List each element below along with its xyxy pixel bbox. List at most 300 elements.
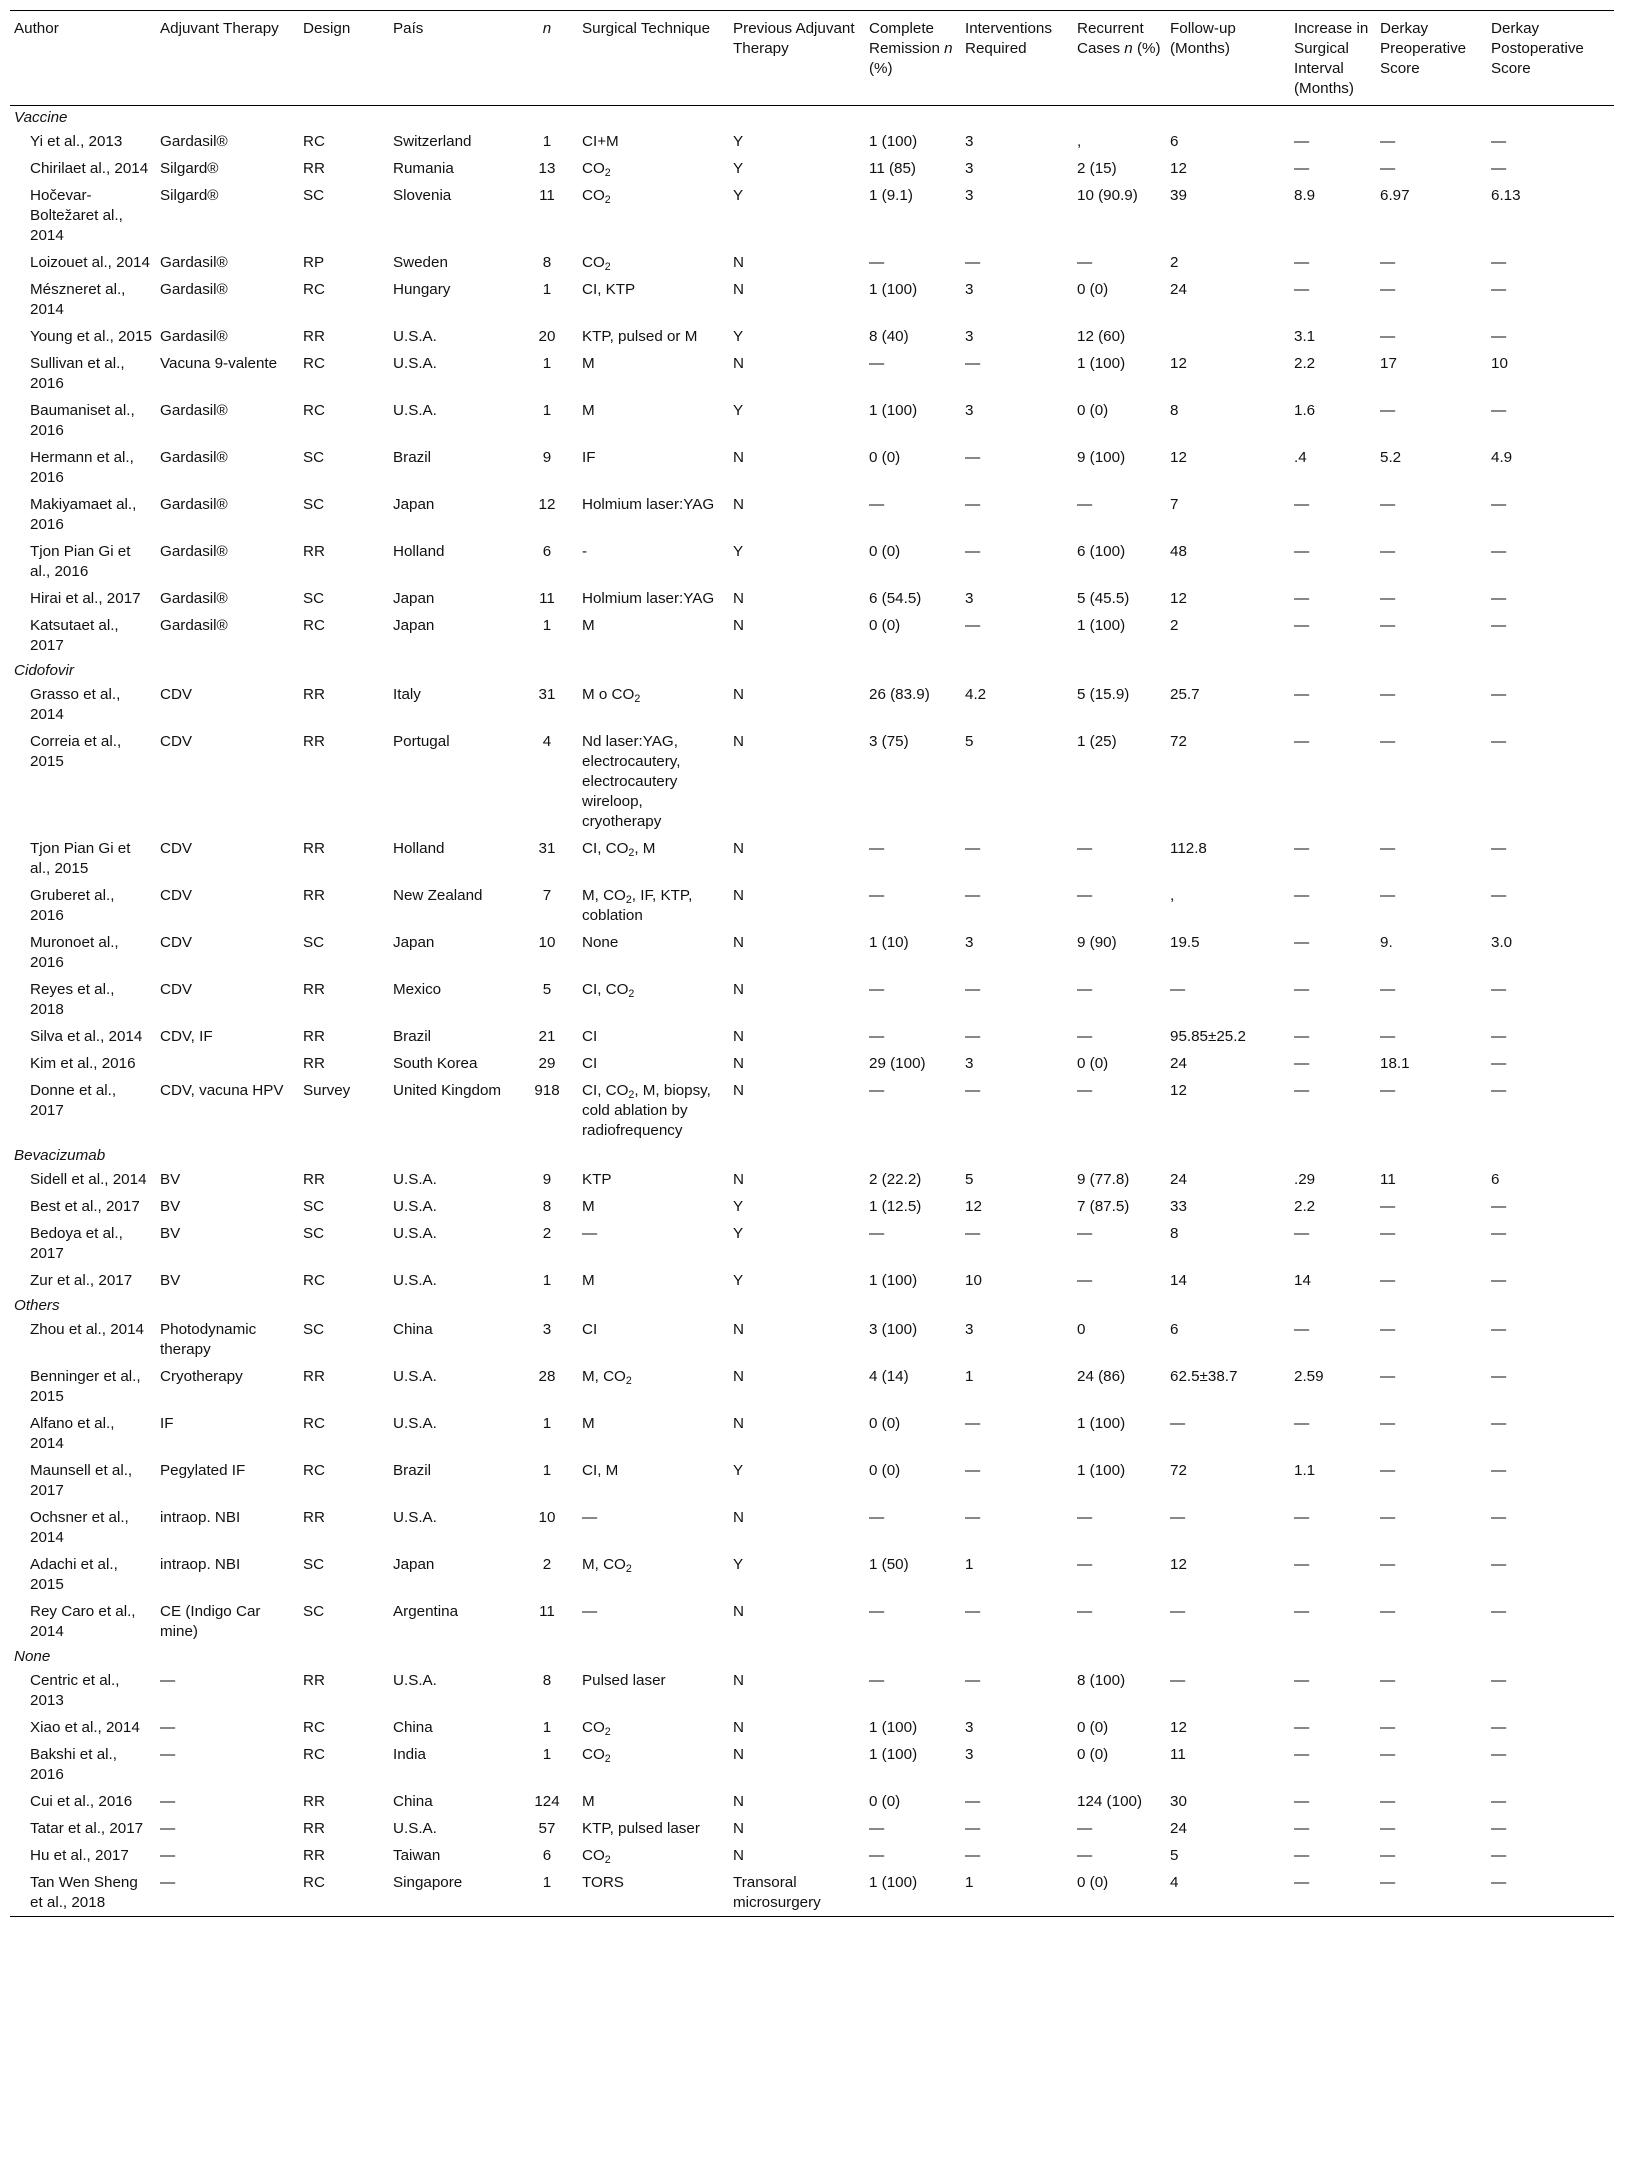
table-cell: Y xyxy=(733,328,744,345)
table-cell: RR xyxy=(303,733,325,750)
table-cell: 25.7 xyxy=(1170,686,1200,703)
table-cell: — xyxy=(1491,1793,1507,1810)
table-cell: RC xyxy=(303,1415,325,1432)
table-cell: 24 xyxy=(1170,1171,1187,1188)
table-cell: — xyxy=(1491,1415,1507,1432)
table-cell: Alfano et al., 2014 xyxy=(30,1415,115,1452)
table-cell: 7 xyxy=(1170,496,1179,513)
table-cell: — xyxy=(1294,254,1310,271)
table-cell: — xyxy=(1380,1321,1396,1338)
table-cell: — xyxy=(1294,590,1310,607)
table-cell: — xyxy=(582,1225,598,1242)
table-cell: N xyxy=(733,1055,744,1072)
table-cell: 5 xyxy=(965,733,974,750)
table-cell: — xyxy=(869,355,885,372)
table-cell: 6 (100) xyxy=(1077,543,1126,560)
table-cell: — xyxy=(1491,281,1507,298)
table-cell: 29 xyxy=(538,1055,556,1072)
table-cell: RC xyxy=(303,1746,325,1763)
table-cell: 4.2 xyxy=(965,686,987,703)
table-cell: — xyxy=(1491,1028,1507,1045)
table-cell: — xyxy=(1170,1672,1186,1689)
table-cell: 1 (100) xyxy=(869,281,918,298)
table-cell: 12 xyxy=(1170,355,1187,372)
table-cell: — xyxy=(1491,1368,1507,1385)
table-cell: Gardasil® xyxy=(160,590,228,607)
table-cell: Brazil xyxy=(393,1462,431,1479)
table-cell: — xyxy=(1294,934,1310,951)
table-cell: 11 xyxy=(1380,1171,1396,1188)
table-cell: RR xyxy=(303,686,325,703)
table-cell: Gardasil® xyxy=(160,543,228,560)
table-cell: 1 (100) xyxy=(869,402,918,419)
table-cell: 2 (22.2) xyxy=(869,1171,922,1188)
table-cell: — xyxy=(1491,402,1507,419)
table-cell: U.S.A. xyxy=(393,1415,437,1432)
table-cell: — xyxy=(1077,887,1093,904)
table-cell: — xyxy=(160,1847,176,1864)
table-row xyxy=(10,1815,1614,1842)
column-header: Previous Adjuvant Therapy xyxy=(733,20,855,57)
table-cell: None xyxy=(582,934,619,951)
table-cell: CDV xyxy=(160,733,193,750)
table-cell: 24 (86) xyxy=(1077,1368,1126,1385)
table-cell: CI xyxy=(582,1028,598,1045)
table-cell: — xyxy=(1294,1847,1310,1864)
table-cell: 11 xyxy=(1170,1746,1186,1763)
table-cell: 3 xyxy=(965,590,974,607)
column-header: Recurrent Cases n (%) xyxy=(1077,20,1161,57)
table-cell: RC xyxy=(303,402,325,419)
table-cell: U.S.A. xyxy=(393,1198,437,1215)
table-cell: — xyxy=(160,1874,176,1891)
section-title: Cidofovir xyxy=(14,662,74,679)
table-cell: 8 (40) xyxy=(869,328,909,345)
table-cell: — xyxy=(869,496,885,513)
table-cell: 6.13 xyxy=(1491,187,1521,204)
table-row xyxy=(10,1741,1614,1788)
table-cell: M xyxy=(582,1793,595,1810)
table-cell: — xyxy=(1491,733,1507,750)
table-cell: Mészneret al., 2014 xyxy=(30,281,126,318)
table-row xyxy=(10,1667,1614,1714)
table-cell: — xyxy=(1491,1509,1507,1526)
table-cell: — xyxy=(1294,840,1310,857)
table-cell: Zur et al., 2017 xyxy=(30,1272,133,1289)
table-cell: N xyxy=(733,496,744,513)
table-cell: Correia et al., 2015 xyxy=(30,733,122,770)
table-cell: — xyxy=(1294,1321,1310,1338)
table-cell: 5 xyxy=(542,981,552,998)
table-cell: — xyxy=(1077,981,1093,998)
table-cell: — xyxy=(1077,1603,1093,1620)
table-cell: — xyxy=(965,1847,981,1864)
table-cell: CI xyxy=(582,1055,598,1072)
table-cell: 1 (100) xyxy=(869,1719,918,1736)
table-row xyxy=(10,1714,1614,1741)
table-cell: Ochsner et al., 2014 xyxy=(30,1509,129,1546)
table-row xyxy=(10,323,1614,350)
table-cell: — xyxy=(1380,1509,1396,1526)
table-cell: — xyxy=(965,1462,981,1479)
table-cell xyxy=(1166,323,1290,350)
table-row xyxy=(10,1050,1614,1077)
table-cell: — xyxy=(1294,1820,1310,1837)
column-header: Derkay Preoperative Score xyxy=(1380,20,1467,77)
table-cell: — xyxy=(1491,617,1507,634)
table-cell: — xyxy=(869,254,885,271)
table-cell: — xyxy=(1491,590,1507,607)
table-cell: — xyxy=(1491,160,1507,177)
table-cell: — xyxy=(1380,1556,1396,1573)
table-cell: U.S.A. xyxy=(393,355,437,372)
table-cell: 12 xyxy=(1170,590,1187,607)
table-cell: 12 xyxy=(1170,449,1187,466)
table-cell: — xyxy=(1077,1272,1093,1289)
table-cell: Brazil xyxy=(393,1028,431,1045)
table-cell: N xyxy=(733,686,744,703)
table-cell: 2 xyxy=(542,1225,552,1242)
table-cell: — xyxy=(1380,686,1396,703)
table-cell: 1 (100) xyxy=(869,133,918,150)
table-cell: N xyxy=(733,1746,744,1763)
table-cell: — xyxy=(1294,1556,1310,1573)
table-cell: Sweden xyxy=(393,254,448,271)
table-cell: Benninger et al., 2015 xyxy=(30,1368,141,1405)
table-cell: Japan xyxy=(393,496,435,513)
table-cell: — xyxy=(1491,981,1507,998)
table-cell: Mexico xyxy=(393,981,442,998)
table-cell: 3 xyxy=(965,1719,974,1736)
table-cell: , xyxy=(1170,887,1175,904)
table-cell: — xyxy=(1380,1462,1396,1479)
table-cell: 1 (100) xyxy=(1077,617,1126,634)
table-cell: Bakshi et al., 2016 xyxy=(30,1746,117,1783)
table-cell: N xyxy=(733,1368,744,1385)
table-cell: 3.1 xyxy=(1294,328,1316,345)
table-cell: Silgard® xyxy=(160,187,219,204)
table-cell: Japan xyxy=(393,590,435,607)
table-row xyxy=(10,882,1614,929)
table-cell: — xyxy=(869,981,885,998)
table-cell: intraop. NBI xyxy=(160,1556,241,1573)
table-cell: 24 xyxy=(1170,1820,1187,1837)
table-cell: 33 xyxy=(1170,1198,1187,1215)
table-cell: 9 (100) xyxy=(1077,449,1126,466)
table-cell: 2.2 xyxy=(1294,1198,1316,1215)
table-cell: RR xyxy=(303,981,325,998)
table-cell: SC xyxy=(303,1321,325,1338)
table-cell: 0 (0) xyxy=(869,617,901,634)
table-cell: 12 xyxy=(1170,1556,1187,1573)
table-cell: Y xyxy=(733,1272,744,1289)
table-cell: — xyxy=(1491,496,1507,513)
table-cell: — xyxy=(1491,1603,1507,1620)
table-cell: N xyxy=(733,281,744,298)
header-row xyxy=(10,11,1614,106)
table-cell: — xyxy=(965,617,981,634)
table-cell: Hirai et al., 2017 xyxy=(30,590,141,607)
table-cell: 12 xyxy=(538,496,556,513)
column-header: Follow-up (Months) xyxy=(1170,20,1236,57)
table-cell: Bedoya et al., 2017 xyxy=(30,1225,123,1262)
section-title: Bevacizumab xyxy=(14,1147,106,1164)
table-cell: — xyxy=(1294,733,1310,750)
table-cell: Italy xyxy=(393,686,421,703)
table-cell: — xyxy=(1491,1874,1507,1891)
column-header: Design xyxy=(303,20,351,37)
table-row xyxy=(10,128,1614,155)
table-cell: M o $CO_2$ xyxy=(582,686,641,706)
table-cell: — xyxy=(160,1746,176,1763)
table-cell: Best et al., 2017 xyxy=(30,1198,140,1215)
table-cell: 0 (0) xyxy=(869,1462,901,1479)
table-cell: — xyxy=(1380,1368,1396,1385)
table-cell: — xyxy=(1380,133,1396,150)
table-cell: M xyxy=(582,1272,595,1289)
table-cell: Reyes et al., 2018 xyxy=(30,981,115,1018)
table-cell: M, $CO_2$ xyxy=(582,1368,632,1388)
table-cell: — xyxy=(965,1225,981,1242)
table-cell: Muronoet al., 2016 xyxy=(30,934,119,971)
table-cell: — xyxy=(869,1672,885,1689)
section-title: Others xyxy=(14,1297,60,1314)
table-cell: N xyxy=(733,1415,744,1432)
table-cell: CDV, vacuna HPV xyxy=(160,1082,284,1099)
table-cell: — xyxy=(965,1672,981,1689)
table-cell: RR xyxy=(303,160,325,177)
table-cell: 19.5 xyxy=(1170,934,1200,951)
table-cell: 72 xyxy=(1170,733,1187,750)
table-cell: M xyxy=(582,355,595,372)
table-cell: BV xyxy=(160,1225,181,1242)
table-body xyxy=(10,106,1614,1917)
table-cell: 8 xyxy=(542,1672,552,1689)
table-cell: 8.9 xyxy=(1294,187,1316,204)
table-cell: SC xyxy=(303,496,325,513)
table-cell xyxy=(156,1050,299,1077)
table-cell: $CO_2$ xyxy=(582,1847,611,1867)
table-row xyxy=(10,1267,1614,1294)
table-cell: M xyxy=(582,1415,595,1432)
table-cell: New Zealand xyxy=(393,887,483,904)
table-cell: Tan Wen Sheng et al., 2018 xyxy=(30,1874,138,1911)
table-cell: 39 xyxy=(1170,187,1187,204)
table-cell: U.S.A. xyxy=(393,1272,437,1289)
column-header: n xyxy=(542,20,552,37)
table-cell: — xyxy=(1380,1719,1396,1736)
table-cell: N xyxy=(733,1719,744,1736)
table-cell: N xyxy=(733,1603,744,1620)
table-cell: 0 xyxy=(1077,1321,1086,1338)
table-cell: China xyxy=(393,1321,433,1338)
table-cell: Argentina xyxy=(393,1603,459,1620)
table-cell: Loizouet al., 2014 xyxy=(30,254,150,271)
table-cell: Y xyxy=(733,1462,744,1479)
table-cell: 6 xyxy=(542,1847,552,1864)
table-cell: — xyxy=(965,1509,981,1526)
table-cell: Japan xyxy=(393,1556,435,1573)
table-cell: CDV xyxy=(160,887,193,904)
table-cell: — xyxy=(1077,1820,1093,1837)
table-cell: Gardasil® xyxy=(160,449,228,466)
table-cell: CI, M xyxy=(582,1462,619,1479)
table-cell: Taiwan xyxy=(393,1847,441,1864)
table-row xyxy=(10,1504,1614,1551)
table-cell: — xyxy=(1294,1793,1310,1810)
table-cell: 11 (85) xyxy=(869,160,916,177)
table-cell: N xyxy=(733,254,744,271)
table-cell: — xyxy=(1491,133,1507,150)
table-cell: 12 (60) xyxy=(1077,328,1126,345)
table-cell: 0 (0) xyxy=(869,543,901,560)
table-cell: RR xyxy=(303,1509,325,1526)
table-cell: TORS xyxy=(582,1874,624,1891)
table-cell: — xyxy=(1077,1847,1093,1864)
table-cell: — xyxy=(1294,1028,1310,1045)
table-cell: — xyxy=(869,840,885,857)
table-cell: Singapore xyxy=(393,1874,463,1891)
table-cell: — xyxy=(1380,328,1396,345)
table-cell: — xyxy=(869,887,885,904)
table-cell: $CO_2$ xyxy=(582,254,611,274)
table-cell: — xyxy=(1491,686,1507,703)
table-cell: Y xyxy=(733,1225,744,1242)
table-cell: N xyxy=(733,981,744,998)
table-cell: Y xyxy=(733,543,744,560)
table-cell: KTP xyxy=(582,1171,612,1188)
table-cell: — xyxy=(1294,617,1310,634)
table-row xyxy=(10,1316,1614,1363)
table-cell: RR xyxy=(303,1820,325,1837)
table-cell: 5 xyxy=(965,1171,974,1188)
table-cell: 0 (0) xyxy=(869,449,901,466)
table-cell: Transoral microsurgery xyxy=(733,1874,821,1911)
table-cell: 0 (0) xyxy=(1077,1746,1109,1763)
table-cell: N xyxy=(733,449,744,466)
table-cell: 3 xyxy=(965,1055,974,1072)
table-cell: KTP, pulsed or M xyxy=(582,328,698,345)
table-cell: — xyxy=(1294,1672,1310,1689)
table-cell: IF xyxy=(582,449,596,466)
table-cell: CI xyxy=(582,1321,598,1338)
table-cell: 2 xyxy=(542,1556,552,1573)
table-cell: — xyxy=(869,1603,885,1620)
table-cell: U.S.A. xyxy=(393,1509,437,1526)
table-cell: — xyxy=(869,1509,885,1526)
table-cell: 6 xyxy=(542,543,552,560)
table-cell: RR xyxy=(303,1368,325,1385)
table-cell: SC xyxy=(303,1603,325,1620)
table-cell: CDV, IF xyxy=(160,1028,213,1045)
table-cell: N xyxy=(733,733,744,750)
table-cell: — xyxy=(1294,1082,1310,1099)
table-cell: 5.2 xyxy=(1380,449,1402,466)
table-cell: RR xyxy=(303,1672,325,1689)
table-cell: — xyxy=(965,1820,981,1837)
table-cell: — xyxy=(1380,1082,1396,1099)
table-cell: — xyxy=(1077,1556,1093,1573)
table-cell: 1 (9.1) xyxy=(869,187,913,204)
table-cell: — xyxy=(1380,733,1396,750)
table-cell: — xyxy=(1294,543,1310,560)
table-cell: N xyxy=(733,934,744,951)
table-header xyxy=(10,11,1614,106)
table-cell: — xyxy=(1380,1847,1396,1864)
table-cell: Pegylated IF xyxy=(160,1462,246,1479)
table-cell: — xyxy=(965,840,981,857)
table-cell: 57 xyxy=(538,1820,556,1837)
column-header: Adjuvant Therapy xyxy=(160,20,279,37)
table-cell: Cui et al., 2016 xyxy=(30,1793,133,1810)
table-cell: BV xyxy=(160,1272,181,1289)
table-row xyxy=(10,1788,1614,1815)
table-cell: — xyxy=(582,1509,598,1526)
table-cell: Brazil xyxy=(393,449,431,466)
section-row xyxy=(10,1144,1614,1166)
table-cell: Gardasil® xyxy=(160,496,228,513)
table-cell: Silgard® xyxy=(160,160,219,177)
table-cell: — xyxy=(965,449,981,466)
table-cell: 1 xyxy=(542,1719,552,1736)
table-cell: 3 xyxy=(965,1321,974,1338)
column-header: Interventions Required xyxy=(965,20,1052,57)
table-cell: SC xyxy=(303,1225,325,1242)
table-cell: — xyxy=(1491,1225,1507,1242)
table-cell: Zhou et al., 2014 xyxy=(30,1321,144,1338)
table-cell: CDV xyxy=(160,840,193,857)
table-cell: Adachi et al., 2015 xyxy=(30,1556,118,1593)
table-cell: 112.8 xyxy=(1170,840,1207,857)
table-cell: 6 xyxy=(1170,133,1179,150)
table-cell: Silva et al., 2014 xyxy=(30,1028,143,1045)
table-cell: Katsutaet al., 2017 xyxy=(30,617,119,654)
table-cell: M xyxy=(582,1198,595,1215)
table-cell: — xyxy=(965,1415,981,1432)
table-cell: 1 (12.5) xyxy=(869,1198,922,1215)
table-cell: Yi et al., 2013 xyxy=(30,133,123,150)
table-cell: 0 (0) xyxy=(1077,402,1109,419)
table-cell: 10 (90.9) xyxy=(1077,187,1138,204)
table-cell: RC xyxy=(303,617,325,634)
table-cell: BV xyxy=(160,1198,181,1215)
table-cell: 11 xyxy=(539,187,555,204)
table-cell: 9 xyxy=(542,449,552,466)
table-cell: RR xyxy=(303,1171,325,1188)
table-cell: SC xyxy=(303,934,325,951)
table-cell: Hungary xyxy=(393,281,451,298)
table-cell: — xyxy=(1380,281,1396,298)
table-cell: — xyxy=(582,1603,598,1620)
table-row xyxy=(10,612,1614,659)
table-cell: Gardasil® xyxy=(160,617,228,634)
table-cell: Tatar et al., 2017 xyxy=(30,1820,144,1837)
column-header: Increase in Surgical Interval (Months) xyxy=(1294,20,1369,97)
table-cell: Sidell et al., 2014 xyxy=(30,1171,147,1188)
table-cell: N xyxy=(733,840,744,857)
table-cell: — xyxy=(1170,1509,1186,1526)
table-cell: Y xyxy=(733,133,744,150)
table-cell: N xyxy=(733,1028,744,1045)
table-cell: — xyxy=(1491,1672,1507,1689)
table-cell: Survey xyxy=(303,1082,351,1099)
table-cell: — xyxy=(1380,590,1396,607)
table-cell: — xyxy=(1380,1272,1396,1289)
table-cell: Hočevar-Boltežaret al., 2014 xyxy=(30,187,123,244)
table-cell: 3 xyxy=(965,160,974,177)
table-cell: Rey Caro et al., 2014 xyxy=(30,1603,136,1640)
table-cell: BV xyxy=(160,1171,181,1188)
